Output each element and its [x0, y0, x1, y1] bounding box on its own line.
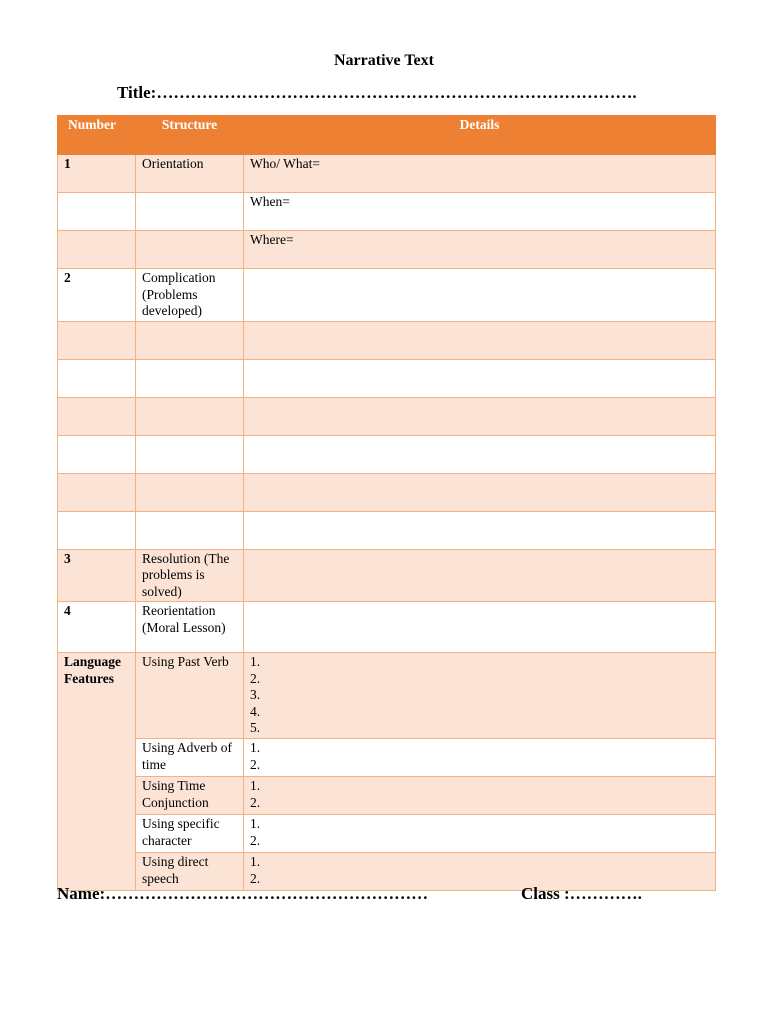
detail-cell[interactable] — [244, 435, 716, 473]
detail-where[interactable]: Where= — [244, 231, 716, 269]
table-row — [58, 321, 716, 359]
row-structure: Reorientation (Moral Lesson) — [136, 602, 244, 653]
numbered-list — [250, 778, 709, 811]
empty-cell — [58, 397, 136, 435]
detail-cell[interactable] — [244, 473, 716, 511]
header-details: Details — [244, 116, 716, 155]
table-row — [58, 435, 716, 473]
empty-cell — [136, 231, 244, 269]
empty-cell — [58, 231, 136, 269]
detail-list-cell[interactable] — [244, 653, 716, 739]
list-item: 1. — [250, 740, 261, 755]
row-structure: Orientation — [136, 155, 244, 193]
list-item: 4. — [250, 703, 261, 719]
table-row — [58, 397, 716, 435]
row-structure: Complication (Problems developed) — [136, 269, 244, 322]
list-item: 1. — [250, 778, 261, 793]
list-item: 1. — [250, 654, 261, 669]
table-row-orientation — [58, 155, 716, 193]
numbered-list — [250, 854, 709, 887]
table-row-reorientation — [58, 602, 716, 653]
table-row — [58, 359, 716, 397]
table-row-complication — [58, 269, 716, 322]
table-row — [58, 193, 716, 231]
empty-cell — [136, 321, 244, 359]
language-features-label: Language Features — [58, 653, 136, 891]
detail-list-cell[interactable] — [244, 815, 716, 853]
numbered-list — [250, 654, 709, 737]
table-row — [58, 231, 716, 269]
detail-cell[interactable] — [244, 549, 716, 602]
empty-cell — [58, 435, 136, 473]
row-number: 4 — [58, 602, 136, 653]
list-item: 2. — [250, 756, 261, 772]
empty-cell — [136, 511, 244, 549]
detail-cell[interactable] — [244, 602, 716, 653]
title-field[interactable]: Title:…………………………………………………………………………. — [117, 83, 637, 102]
row-structure: Using specific character — [136, 815, 244, 853]
numbered-list — [250, 816, 709, 849]
list-item: 2. — [250, 794, 261, 810]
row-structure: Using Time Conjunction — [136, 777, 244, 815]
empty-cell — [58, 193, 136, 231]
empty-cell — [136, 473, 244, 511]
table-row-specific-character — [58, 815, 716, 853]
empty-cell — [58, 321, 136, 359]
table-header-row — [58, 116, 716, 155]
list-item: 5. — [250, 720, 261, 735]
empty-cell — [136, 435, 244, 473]
empty-cell — [136, 397, 244, 435]
page-title: Narrative Text — [334, 52, 434, 69]
empty-cell — [58, 359, 136, 397]
empty-cell — [136, 359, 244, 397]
table-row-adverb-time — [58, 739, 716, 777]
row-structure: Resolution (The problems is solved) — [136, 549, 244, 602]
list-item: 2. — [250, 670, 261, 686]
name-field[interactable]: Name:………………………………………………… — [57, 884, 429, 903]
table-row — [58, 511, 716, 549]
row-number: 3 — [58, 549, 136, 602]
detail-when[interactable]: When= — [244, 193, 716, 231]
detail-list-cell[interactable] — [244, 777, 716, 815]
header-number: Number — [58, 116, 136, 155]
detail-cell[interactable] — [244, 397, 716, 435]
table-row — [58, 473, 716, 511]
table-row-past-verb — [58, 653, 716, 739]
empty-cell — [58, 473, 136, 511]
narrative-worksheet-table — [57, 115, 716, 891]
list-item: 3. — [250, 687, 261, 702]
empty-cell — [136, 193, 244, 231]
numbered-list — [250, 740, 709, 773]
row-number: 2 — [58, 269, 136, 322]
detail-list-cell[interactable] — [244, 739, 716, 777]
list-item: 1. — [250, 854, 261, 869]
detail-cell[interactable] — [244, 321, 716, 359]
table-row-resolution — [58, 549, 716, 602]
detail-cell[interactable] — [244, 359, 716, 397]
class-field[interactable]: Class :…………. — [521, 884, 642, 903]
row-structure: Using Past Verb — [136, 653, 244, 739]
list-item: 2. — [250, 870, 261, 886]
detail-who-what[interactable]: Who/ What= — [244, 155, 716, 193]
table-row-time-conjunction — [58, 777, 716, 815]
list-item: 1. — [250, 816, 261, 831]
row-number: 1 — [58, 155, 136, 193]
header-structure: Structure — [136, 116, 244, 155]
list-item: 2. — [250, 832, 261, 848]
empty-cell — [58, 511, 136, 549]
detail-cell[interactable] — [244, 269, 716, 322]
detail-cell[interactable] — [244, 511, 716, 549]
row-structure: Using Adverb of time — [136, 739, 244, 777]
row-structure: Using direct speech — [136, 853, 244, 891]
